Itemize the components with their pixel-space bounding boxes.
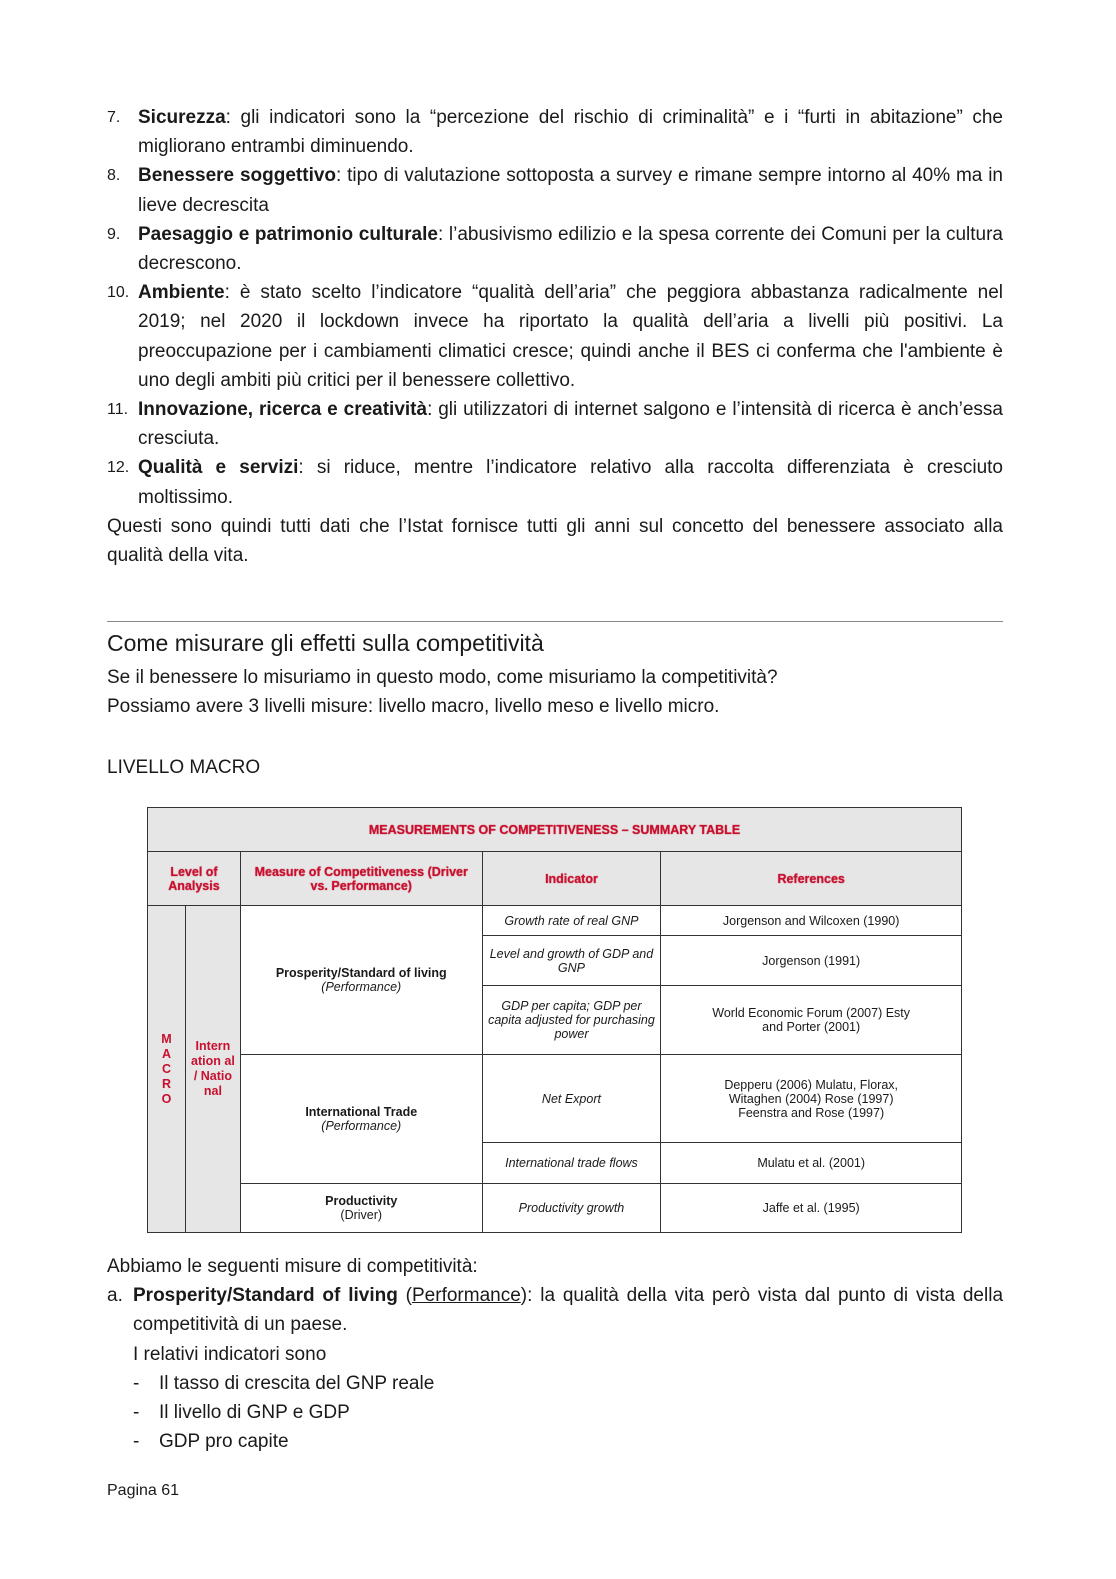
indicator-cell: Growth rate of real GNP (482, 906, 661, 936)
section-title: Come misurare gli effetti sulla competitività (107, 630, 544, 656)
list-item: 12. Qualità e servizi: si riduce, mentre l’indicatore relativo alla raccolta differenziata è cresciuto moltissimo. (107, 457, 1003, 508)
page-number: Pagina 61 (107, 1482, 180, 1499)
divider (107, 621, 1003, 622)
measure-cell: Prosperity/Standard of living (Performance) (240, 906, 482, 1055)
table-title: MEASUREMENTS OF COMPETITIVENESS – SUMMARY TABLE (148, 808, 962, 852)
references-cell: Depperu (2006) Mulatu, Florax, Witaghen (2004) Rose (1997) Feenstra and Rose (1997) (661, 1055, 962, 1143)
header-level: Level of Analysis (148, 852, 241, 906)
list-item: - Il livello di GNP e GDP (133, 1398, 1003, 1427)
list-item: 10. Ambiente: è stato scelto l’indicatore “qualità dell’aria” che peggiora abbastanza radicalmente nel 2019; nel 2020 il lockdown invece ha riportato la qualità dell’aria a livelli più positivi. La preoccupazione per i cambiamenti climatici cresce; quindi anche il BES ci conferma che l'ambiente è uno degli ambiti più critici per il benessere collettivo. (107, 282, 1003, 391)
level-heading: LIVELLO MACRO (107, 757, 261, 778)
point-a: a. Prosperity/Standard of living (Performance): la qualità della vita però vista dal punto di vista della competitività di un paese. I relativi indicatori sono - Il tasso di crescita del GNP reale - Il livello di GNP e GDP - GDP pro capite (107, 1281, 1003, 1456)
indicator-cell: Level and growth of GDP and GNP (482, 936, 661, 986)
measure-cell: Productivity (Driver) (240, 1184, 482, 1233)
indicator-cell: Net Export (482, 1055, 661, 1143)
macro-label: M A C R O (148, 906, 186, 1233)
list-section (107, 103, 1003, 570)
point-a-sub: I relativi indicatori sono (133, 1343, 327, 1365)
after-table-text: Abbiamo le seguenti misure di competitività: (107, 1256, 478, 1277)
indicator-list (133, 1369, 1003, 1457)
intro-line-1: Se il benessere lo misuriamo in questo modo, come misuriamo la competitività? (107, 667, 778, 688)
header-indicator: Indicator (482, 852, 661, 906)
references-cell: Mulatu et al. (2001) (661, 1143, 962, 1184)
list-item: - Il tasso di crescita del GNP reale (133, 1369, 1003, 1398)
list-item: 11. Innovazione, ricerca e creatività: gli utilizzatori di internet salgono e l’intensità di ricerca è anch’essa cresciuta. (107, 399, 1003, 450)
references-cell: Jaffe et al. (1995) (661, 1184, 962, 1233)
summary-table (147, 807, 962, 1233)
list-item: 8. Benessere soggettivo: tipo di valutazione sottoposta a survey e rimane sempre intorno al 40% ma in lieve decrescita (107, 165, 1003, 216)
header-measure: Measure of Competitiveness (Driver vs. Performance) (240, 852, 482, 906)
numbered-list (107, 103, 1003, 512)
scope-label: Intern ation al / Natio nal (185, 906, 240, 1233)
indicator-cell: GDP per capita; GDP per capita adjusted for purchasing power (482, 986, 661, 1055)
list-item: - GDP pro capite (133, 1427, 1003, 1456)
references-cell: Jorgenson and Wilcoxen (1990) (661, 906, 962, 936)
indicator-cell: International trade flows (482, 1143, 661, 1184)
list-item: 7. Sicurezza: gli indicatori sono la “percezione del rischio di criminalità” e i “furti in abitazione” che migliorano entrambi diminuendo. (107, 107, 1003, 158)
references-cell: Jorgenson (1991) (661, 936, 962, 986)
header-references: References (661, 852, 962, 906)
indicator-cell: Productivity growth (482, 1184, 661, 1233)
references-cell: World Economic Forum (2007) Esty and Porter (2001) (661, 986, 962, 1055)
closing-paragraph: Questi sono quindi tutti dati che l’Istat fornisce tutti gli anni sul concetto del benessere associato alla qualità della vita. (107, 515, 1003, 567)
list-item: 9. Paesaggio e patrimonio culturale: l’abusivismo edilizio e la spesa corrente dei Comuni per la cultura decrescono. (107, 223, 1003, 275)
measure-cell: International Trade (Performance) (240, 1055, 482, 1184)
intro-line-2: Possiamo avere 3 livelli misure: livello macro, livello meso e livello micro. (107, 696, 720, 718)
